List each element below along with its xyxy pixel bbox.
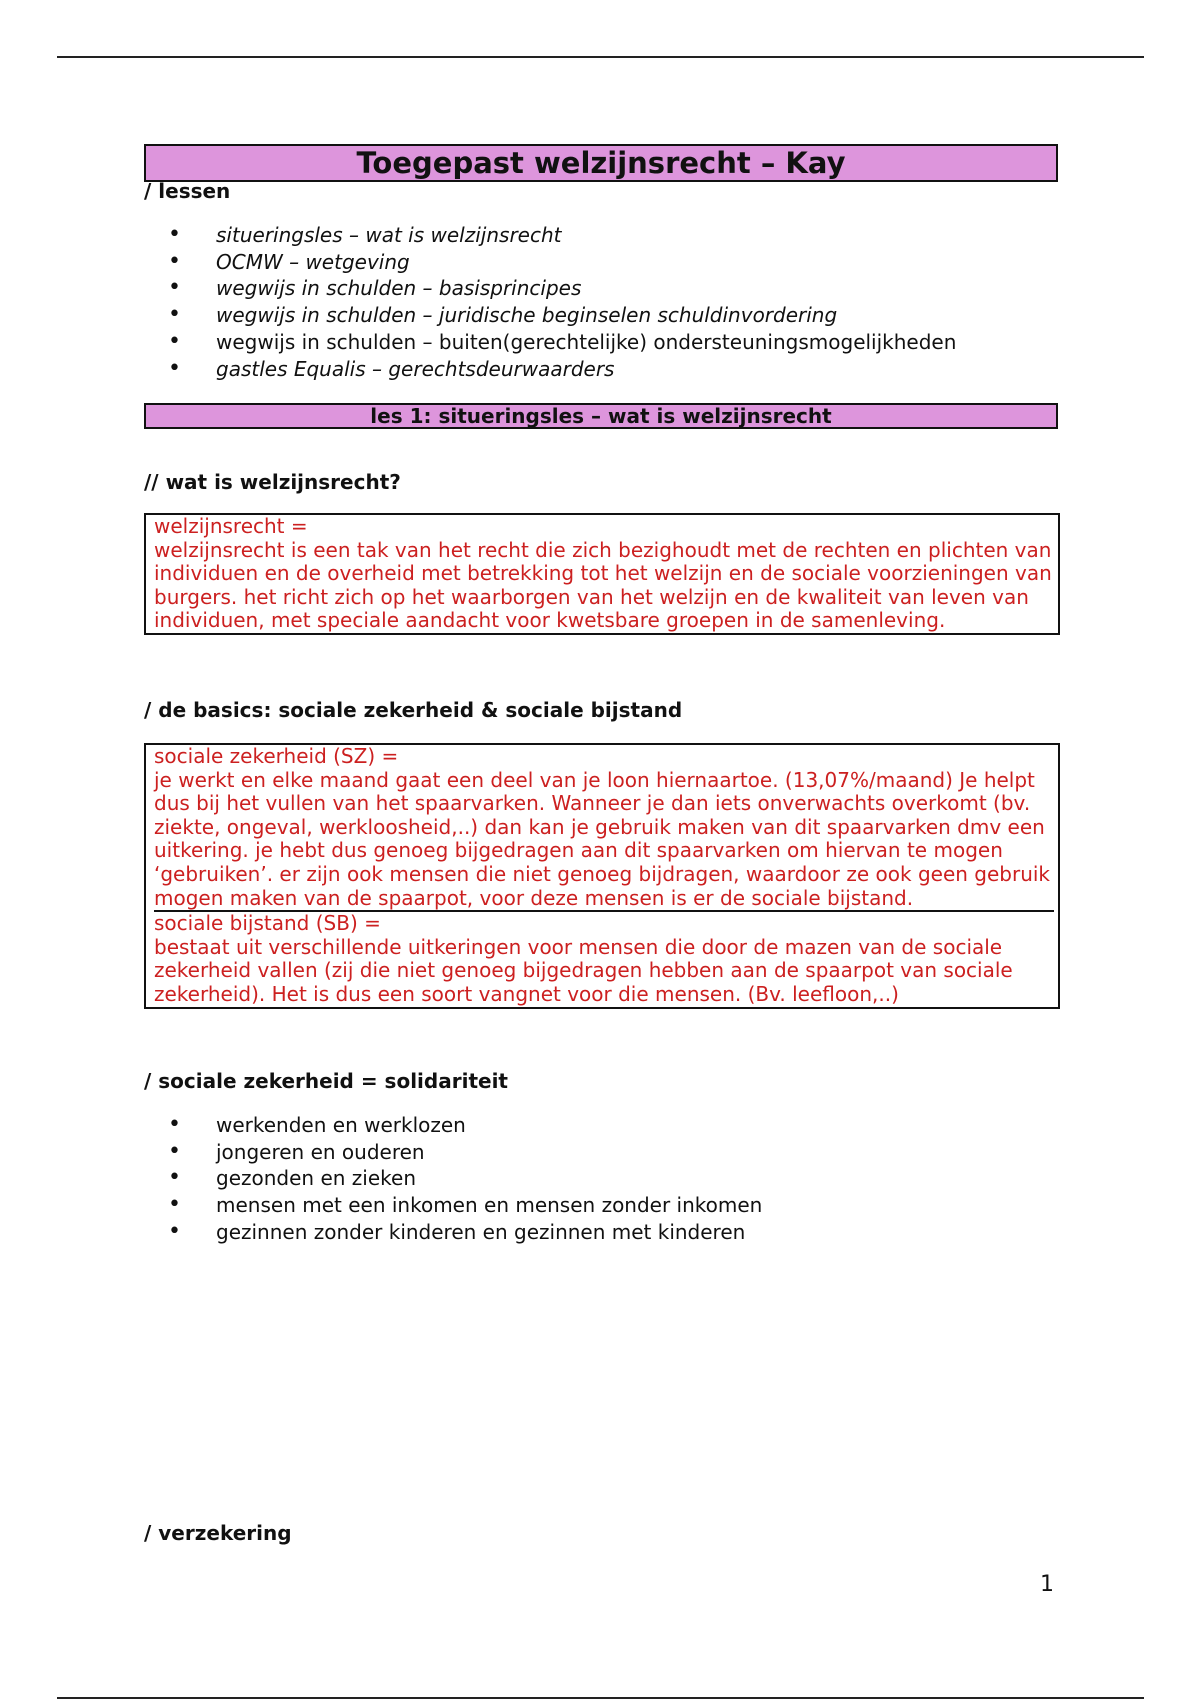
definition-box-sz-sb <box>144 743 1060 1009</box>
list-item: • gastles Equalis – gerechtsdeurwaarders <box>144 356 956 383</box>
list-item: • gezonden en zieken <box>144 1165 762 1192</box>
page-number: 1 <box>1040 1572 1054 1597</box>
top-rule <box>57 56 1144 58</box>
list-item: • situeringsles – wat is welzijnsrecht <box>144 222 956 249</box>
list-item: • gezinnen zonder kinderen en gezinnen met kinderen <box>144 1219 762 1246</box>
definition-text: welzijnsrecht is een tak van het recht die zich bezighoudt met de rechten en plichten van individuen en de overheid met betrekking tot het welzijn en de sociale voorzieningen van burgers. het richt zich op het waarborgen van het welzijn en de kwaliteit van leven van individuen, met speciale aandacht voor kwetsbare groepen in de samenleving. <box>154 537 1052 633</box>
page-title: Toegepast welzijnsrecht – Kay <box>144 144 1058 182</box>
list-item: • OCMW – wetgeving <box>144 249 956 276</box>
sb-cell <box>154 910 1054 1006</box>
section-basics-heading: / de basics: sociale zekerheid & sociale bijstand <box>144 698 683 722</box>
definition-box-welzijnsrecht <box>144 513 1060 635</box>
definition-term: sociale zekerheid (SZ) = <box>154 744 399 768</box>
lessen-heading: / lessen <box>144 179 231 203</box>
lessen-list <box>144 222 956 382</box>
definition-term: sociale bijstand (SB) = <box>154 911 381 936</box>
list-item: • wegwijs in schulden – buiten(gerechtelijke) ondersteuningsmogelijkheden <box>144 329 956 356</box>
lesson-1-bar: les 1: situeringsles – wat is welzijnsrecht <box>144 403 1058 429</box>
solidariteit-list <box>144 1112 762 1246</box>
list-item: • jongeren en ouderen <box>144 1139 762 1166</box>
definition-text: je werkt en elke maand gaat een deel van je loon hiernaartoe. (13,07%/maand) Je helpt dus bij het vullen van het spaarvarken. Wanneer je dan iets onverwachts overkomt (bv. ziekte, ongeval, werkloosheid,..) dan kan je gebruik maken van dit spaarvarken dmv een uitkering. je hebt dus genoeg bijgedragen aan dit spaarvarken om hiervan te mogen ‘gebruiken’. er zijn ook mensen die niet genoeg bijdragen, waardoor ze ook geen gebruik mogen maken van de spaarpot, voor deze mensen is er de sociale bijstand. <box>154 767 1051 910</box>
sz-cell <box>154 745 1054 910</box>
definition-text: bestaat uit verschillende uitkeringen voor mensen die door de mazen van de sociale zekerheid vallen (zij die niet genoeg bijgedragen hebben aan de spaarpot van sociale zekerheid). Het is dus een soort vangnet voor die mensen. (Bv. leefloon,..) <box>154 934 1013 1006</box>
section-wat-is-welzijnsrecht-heading: // wat is welzijnsrecht? <box>144 470 401 494</box>
list-item: • werkenden en werklozen <box>144 1112 762 1139</box>
section-solidariteit-heading: / sociale zekerheid = solidariteit <box>144 1069 508 1093</box>
list-item: • mensen met een inkomen en mensen zonder inkomen <box>144 1192 762 1219</box>
list-item: • wegwijs in schulden – juridische beginselen schuldinvordering <box>144 302 956 329</box>
definition-term: welzijnsrecht = <box>154 514 308 538</box>
section-verzekering-heading: / verzekering <box>144 1521 292 1545</box>
list-item: • wegwijs in schulden – basisprincipes <box>144 275 956 302</box>
bottom-rule <box>57 1697 1144 1699</box>
